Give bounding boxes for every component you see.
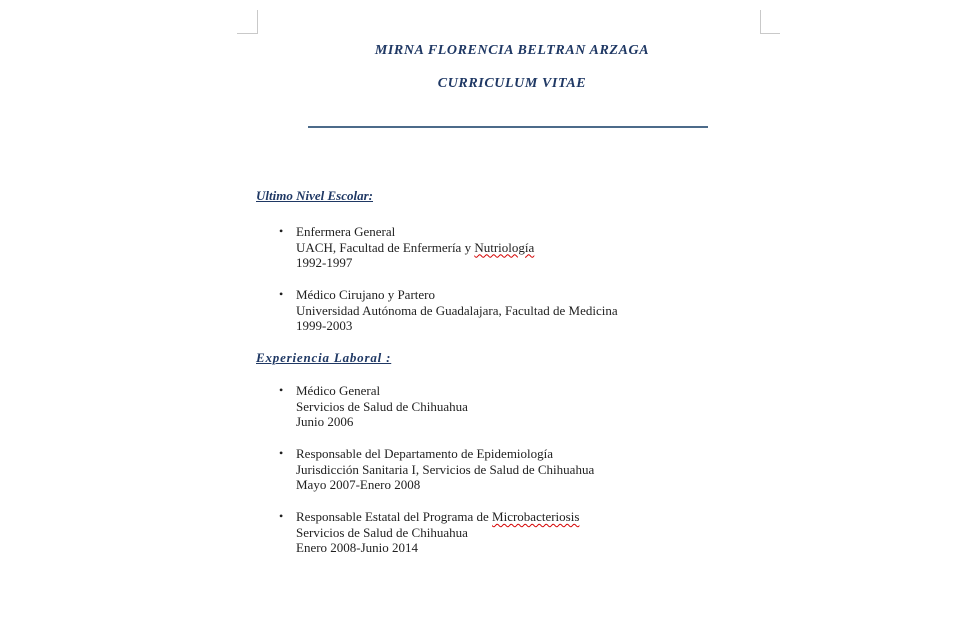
bullet-icon: • [279,224,284,238]
horizontal-rule [308,126,708,128]
list-item-experience-3 [276,509,579,556]
list-item-education-2 [276,287,618,334]
item-line-dates: 1999-2003 [296,318,353,333]
section-heading-experience: Experiencia Laboral : [256,350,392,365]
misspelled-word: Nutriología [474,239,535,255]
crop-mark-line [760,10,761,34]
list-item-experience-1 [276,383,468,430]
document-subtitle: CURRICULUM VITAE [437,76,587,91]
list-item-experience-2 [276,446,594,493]
item-line-dates: Mayo 2007-Enero 2008 [296,477,421,492]
line-text: Responsable Estatal del Programa de [296,509,493,524]
item-line: Jurisdicción Sanitaria I, Servicios de Salud de Chihuahua [296,461,595,477]
item-line: Médico General [296,383,381,398]
crop-mark-line [760,33,780,34]
item-line-dates: Junio 2006 [296,414,354,429]
bullet-icon: • [279,446,284,460]
misspelled-word: Microbacteriosis [492,509,580,524]
bullet-icon: • [279,287,284,301]
bullet-icon: • [279,383,284,397]
line-text: UACH, Facultad de Enfermería y [296,239,475,255]
crop-mark-line [237,33,257,34]
item-line: Servicios de Salud de Chihuahua [296,524,468,540]
section-heading-education: Ultimo Nivel Escolar: [256,188,373,203]
item-line [296,509,579,525]
crop-mark-line [257,10,258,34]
item-line: Médico Cirujano y Partero [296,287,435,302]
document-title: MIRNA FLORENCIA BELTRAN ARZAGA [374,43,650,58]
list-item-education-1 [276,224,534,271]
item-line: Universidad Autónoma de Guadalajara, Facultad de Medicina [296,302,618,318]
item-line: Servicios de Salud de Chihuahua [296,398,468,414]
item-line [296,240,534,256]
item-line: Responsable del Departamento de Epidemiología [296,446,554,461]
item-line: Enfermera General [296,224,396,239]
bullet-icon: • [279,509,284,523]
item-line-dates: 1992-1997 [296,255,353,270]
item-line-dates: Enero 2008-Junio 2014 [296,540,419,555]
